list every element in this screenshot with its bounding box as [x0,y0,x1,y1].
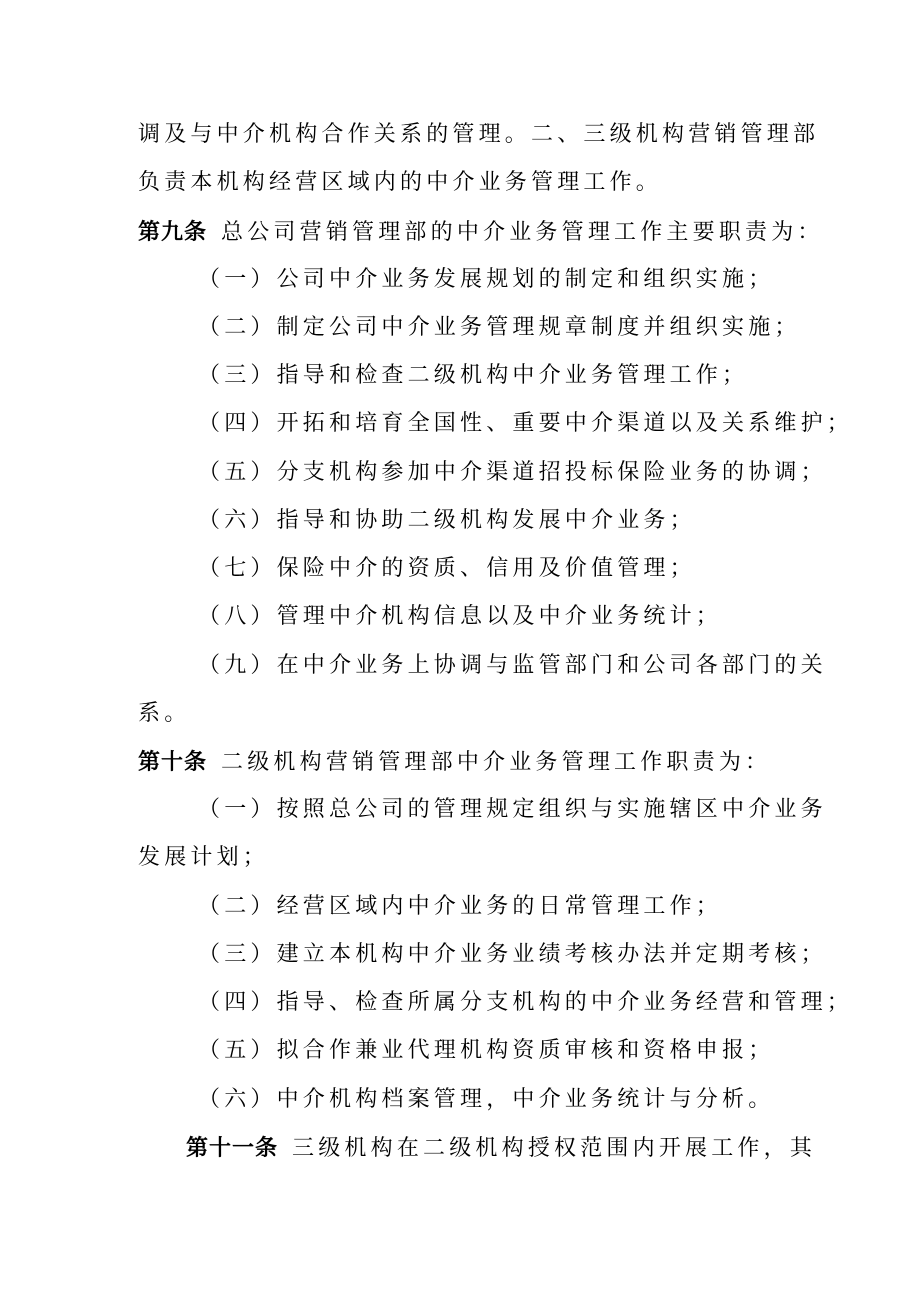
list-item [198,409,854,439]
list-item [198,506,808,536]
line-text: （六）中介机构档案管理，中介业务统计与分析。 [198,1087,775,1112]
line-text: （五）拟合作兼业代理机构资质审核和资格申报； [198,1038,775,1063]
text-line [138,843,798,873]
list-item [198,361,808,391]
line-text: （三）建立本机构中介业务业绩考核办法并定期考核； [198,942,827,967]
article-number: 第十一条 [186,1135,279,1161]
line-text: （三）指导和检查二级机构中介业务管理工作； [198,363,749,388]
line-text: （四）指导、检查所属分支机构的中介业务经营和管理； [198,990,854,1015]
line-text: （二）经营区域内中介业务的日常管理工作； [198,894,723,919]
list-item [198,892,808,922]
line-text: （九）在中介业务上协调与监管部门和公司各部门的关 [198,653,827,678]
line-text: （一）按照总公司的管理规定组织与实施辖区中介业务 [198,797,827,822]
list-item [198,1085,808,1115]
line-text: （二）制定公司中介业务管理规章制度并组织实施； [198,315,801,340]
article-heading-10 [138,747,798,777]
list-item [198,458,827,488]
list-item [198,265,808,295]
line-text: 系。 [138,701,191,726]
line-text: 发展计划； [138,845,270,870]
article-heading-9 [138,217,824,247]
article-number: 第十条 [138,749,208,775]
text-line [138,168,798,198]
article-number: 第九条 [138,219,208,245]
line-text: （七）保险中介的资质、信用及价值管理； [198,556,696,581]
list-item [198,554,808,584]
list-item [198,795,827,825]
text-line [138,120,820,150]
line-text: （八）管理中介机构信息以及中介业务统计； [198,604,723,629]
list-item [198,313,808,343]
line-text: 调及与中介机构合作关系的管理。二、三级机构营销管理部 [138,122,820,147]
line-text: （一）公司中介业务发展规划的制定和组织实施； [198,267,775,292]
line-text: （五）分支机构参加中介渠道招投标保险业务的协调； [198,460,827,485]
text-line [138,699,798,729]
line-text: 三级机构在二级机构授权范围内开展工作，其 [292,1136,817,1161]
list-item [198,1036,808,1066]
line-text: 总公司营销管理部的中介业务管理工作主要职责为： [221,220,824,245]
line-text: （六）指导和协助二级机构发展中介业务； [198,508,696,533]
list-item [198,602,808,632]
article-heading-11 [186,1133,817,1163]
line-text: 负责本机构经营区域内的中介业务管理工作。 [138,170,663,195]
line-text: 二级机构营销管理部中介业务管理工作职责为： [221,750,772,775]
line-text: （四）开拓和培育全国性、重要中介渠道以及关系维护； [198,411,854,436]
list-item [198,651,827,681]
list-item [198,988,854,1018]
list-item [198,940,827,970]
